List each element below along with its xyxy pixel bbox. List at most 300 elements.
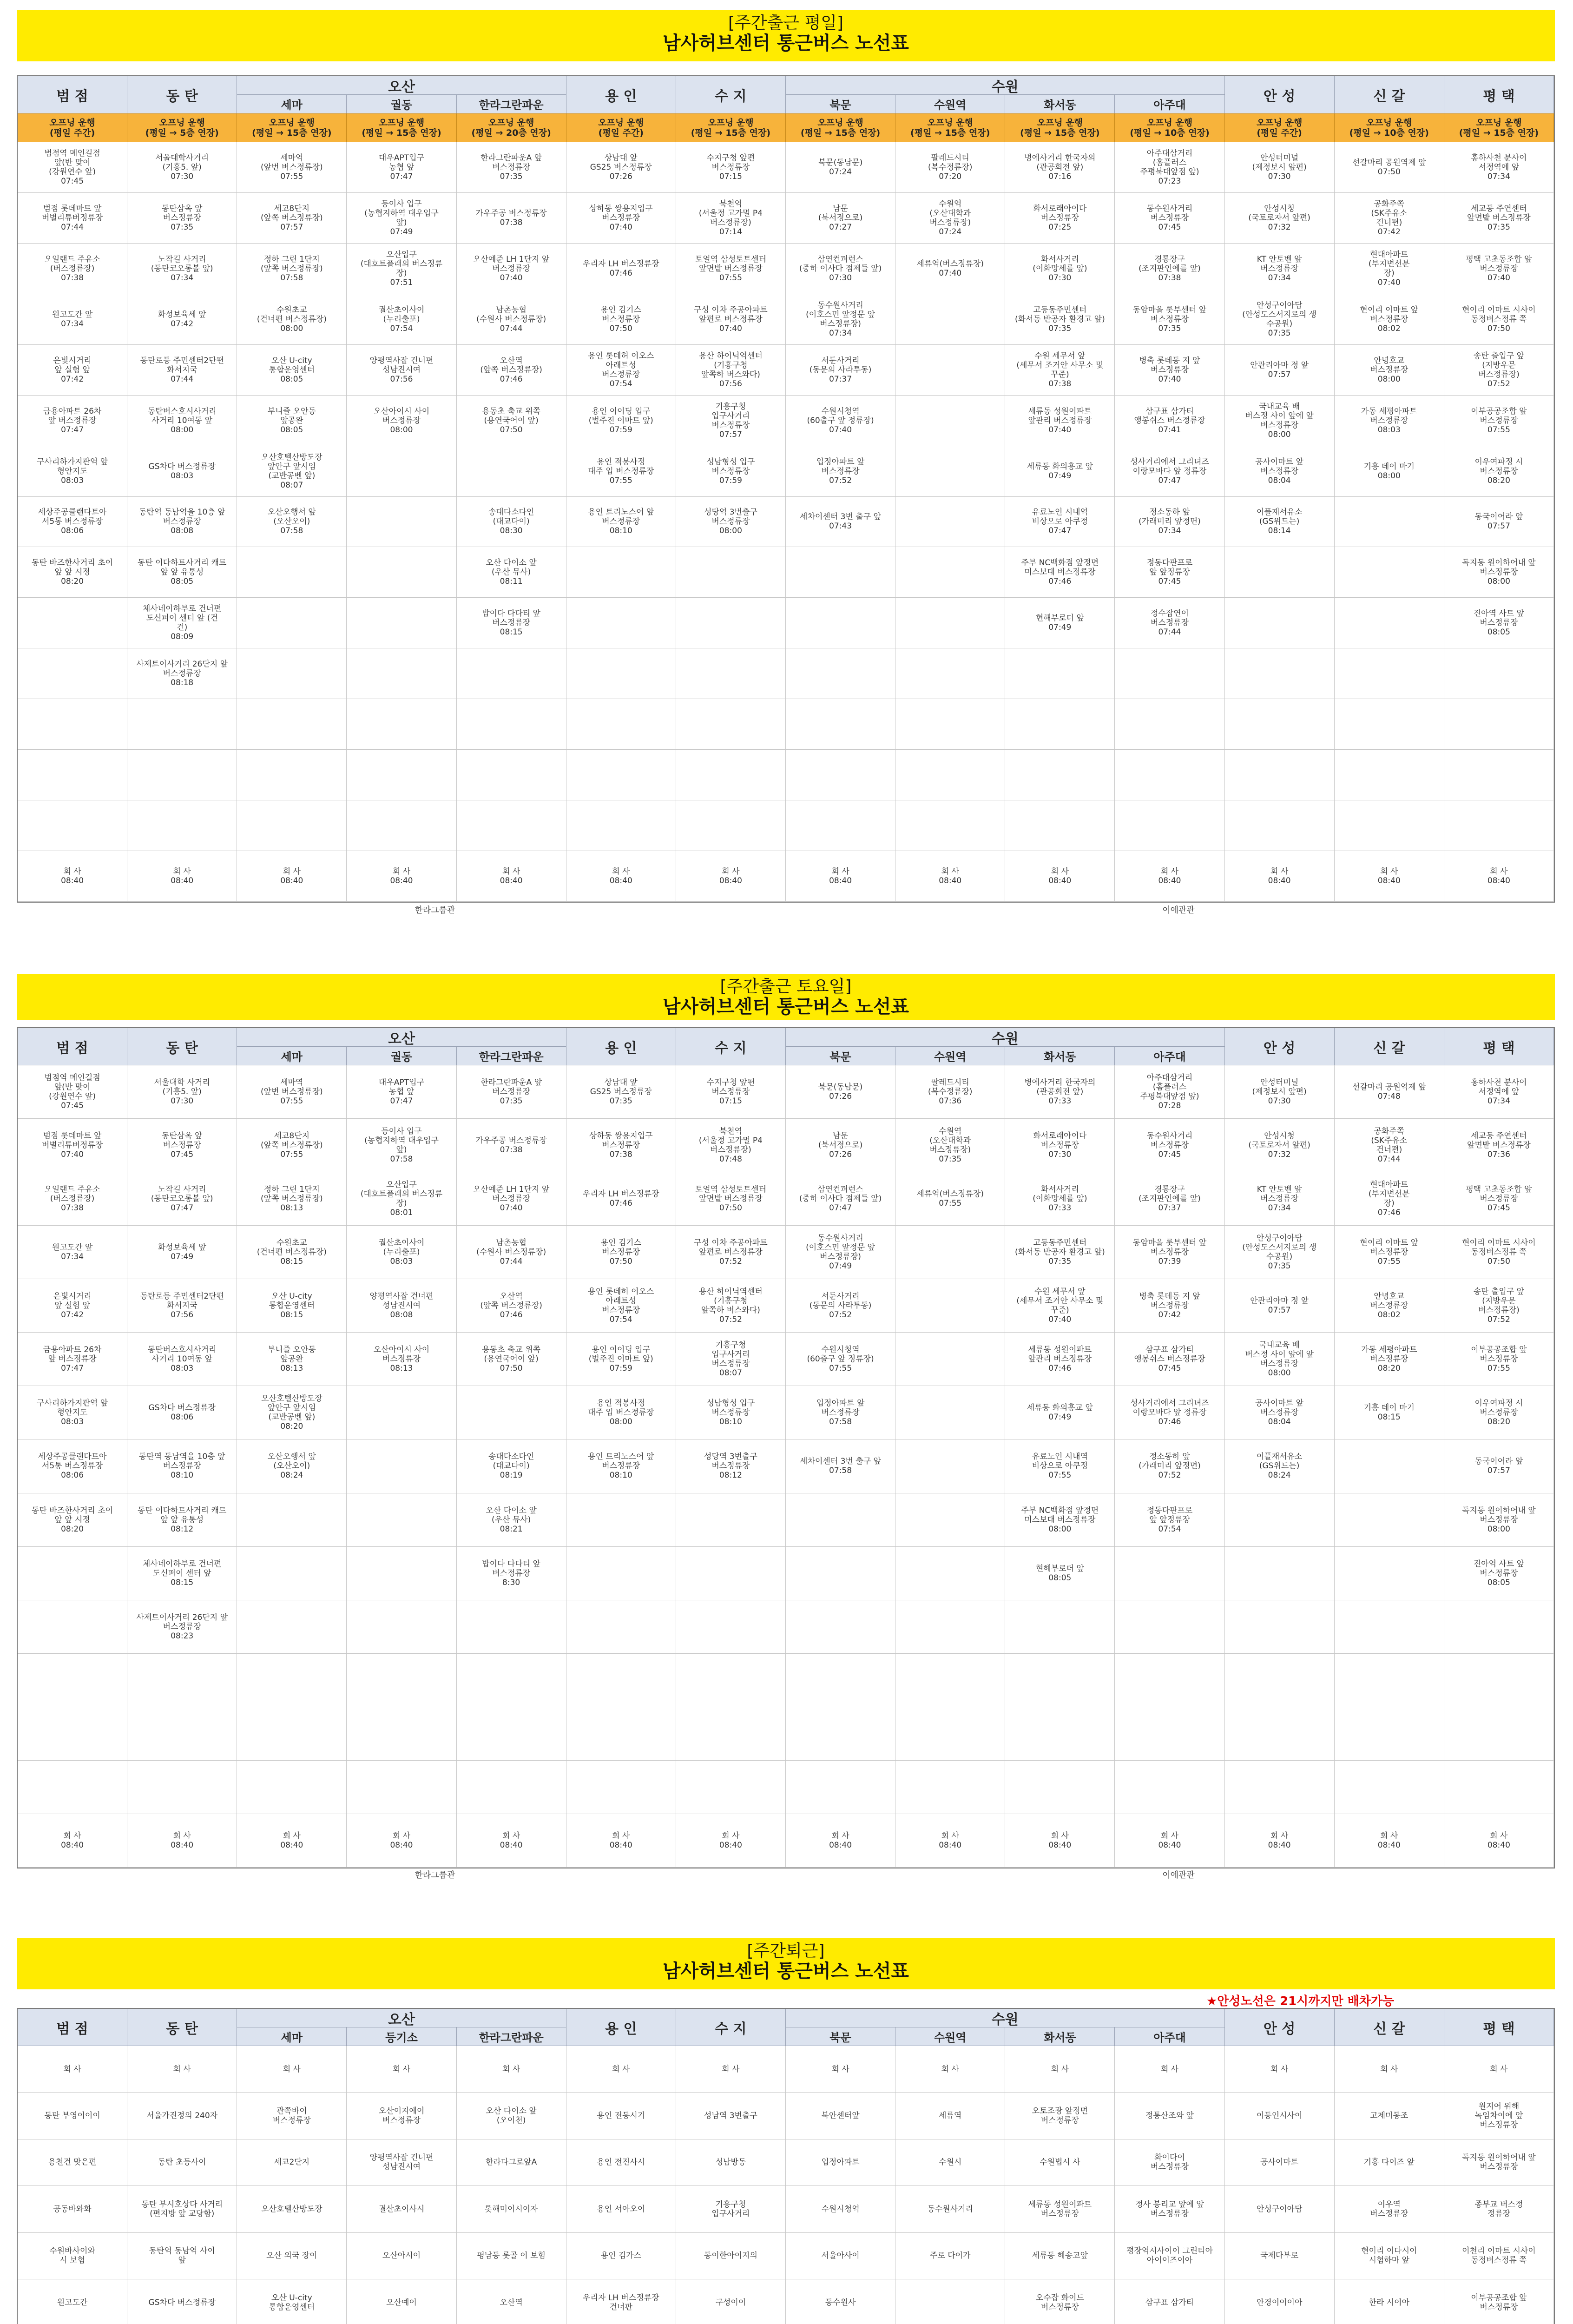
stop-cell: [457, 1600, 566, 1654]
route-table: [17, 75, 1555, 903]
stop-cell: 고등동주민센터 (화서동 반공자 환경고 앞) 07:35: [1005, 1226, 1115, 1279]
column-subheader: 세마: [237, 2027, 347, 2046]
stop-cell: 평택 고초동조합 앞 버스정류장 07:45: [1444, 1172, 1554, 1226]
stop-cell: [457, 800, 566, 851]
stop-cell: [347, 800, 456, 851]
stop-cell: 사제트이사거리 26단지 앞 버스정류장 08:23: [127, 1600, 237, 1654]
stop-cell: [1005, 800, 1115, 851]
stop-cell: [237, 547, 347, 598]
stop-cell: [895, 1386, 1005, 1439]
stop-cell: [127, 750, 237, 800]
stop-cell: 홍하사천 분사이 서정역에 앞 07:34: [1444, 1065, 1554, 1119]
stop-cell: [1335, 497, 1444, 548]
stop-cell: 궐산초이사이 (누리출포) 08:03: [347, 1226, 456, 1279]
stop-cell: 서울대학 사거리 (기흥5. 앞) 07:30: [127, 1065, 237, 1119]
route-table: [17, 1027, 1555, 1868]
stop-cell: [895, 1279, 1005, 1333]
stop-cell: 삼구표 삼가티 앵봉쉬스 버스정류장 07:45: [1115, 1333, 1224, 1386]
stop-cell: 이플재서유소 (GS위드는) 08:14: [1225, 497, 1335, 548]
stop-cell: [1444, 800, 1554, 851]
stop-cell: 선갈마리 공원역제 앞 07:50: [1335, 142, 1444, 193]
stop-cell: [676, 1761, 786, 1814]
stop-cell: 삼구표 삼가티: [1115, 2279, 1224, 2324]
stop-cell: 수원 세무서 앞 (세무서 조거안 사무소 및 꾸준) 07:40: [1005, 1279, 1115, 1333]
stop-cell: 이우여파정 시 버스정류장 08:20: [1444, 446, 1554, 497]
stop-cell: 동이한아이지의: [676, 2233, 786, 2279]
stop-cell: [1335, 1547, 1444, 1600]
group-header-suwon: 수원: [786, 1028, 1225, 1047]
stop-cell: 동탄로등 주민센터2단편 화서지국 07:56: [127, 1279, 237, 1333]
stop-cell: [347, 598, 456, 648]
stop-cell: [895, 396, 1005, 446]
stop-cell: 세류역: [895, 2093, 1005, 2139]
column-subheader: 아주대: [1115, 1047, 1224, 1065]
stop-cell: 현이리 이다시이 시험하마 앞: [1335, 2233, 1444, 2279]
stop-cell: 정동다판프로 앞 앞정류장 07:45: [1115, 547, 1224, 598]
stop-cell: 성남역 3번출구: [676, 2093, 786, 2139]
stop-cell: 세마역 (앞번 버스정류장) 07:55: [237, 1065, 347, 1119]
column-subheader: 수원역: [895, 2027, 1005, 2046]
stop-cell: [347, 1439, 456, 1493]
column-subheader: 등기소: [347, 2027, 456, 2046]
stop-cell: [895, 1226, 1005, 1279]
stop-cell: 기흥구청 입구사거리 버스정류장 08:07: [676, 1333, 786, 1386]
stop-cell: 안경이이이아: [1225, 2279, 1335, 2324]
stop-cell: 회 사 08:40: [895, 1814, 1005, 1868]
stop-cell: [676, 699, 786, 750]
stop-cell: 수원역 (오산대학과 버스정류장) 07:24: [895, 193, 1005, 244]
stop-cell: 안관리아마 정 앞 07:57: [1225, 345, 1335, 396]
stop-cell: 한라다그로앞A: [457, 2139, 566, 2186]
stop-cell: 안관리아마 정 앞 07:57: [1225, 1279, 1335, 1333]
stop-cell: 동탄 바즈한사거리 초이 앞 앞 시정 08:20: [18, 547, 127, 598]
stop-cell: 동탄 초등사이: [127, 2139, 237, 2186]
stop-cell: [786, 1600, 895, 1654]
stop-cell: 회 사: [457, 2046, 566, 2093]
stop-cell: 북천역 (서울정 고가멀 P4 버스정류장) 07:48: [676, 1119, 786, 1172]
weekday-return-section: [17, 1938, 1555, 2324]
stop-cell: [1335, 1654, 1444, 1707]
stop-cell: 회 사 08:40: [1335, 851, 1444, 902]
stop-cell: [457, 648, 566, 699]
stop-cell: 회 사: [1225, 2046, 1335, 2093]
stop-cell: [676, 1493, 786, 1547]
stop-cell: 진아역 사트 앞 버스정류장 08:05: [1444, 1547, 1554, 1600]
stop-cell: [457, 1386, 566, 1439]
stop-cell: 가동 세평아파트 버스정류장 08:03: [1335, 396, 1444, 446]
stop-cell: [1225, 1547, 1335, 1600]
stop-cell: 서울아사이: [786, 2233, 895, 2279]
stop-cell: 송대다소다인 (대교다이) 08:30: [457, 497, 566, 548]
stop-cell: [18, 1600, 127, 1654]
stop-cell: 궐산초이사이 (누리출포) 07:54: [347, 294, 456, 345]
stop-cell: 정수잡연이 버스정류장 07:44: [1115, 598, 1224, 648]
stop-cell: [237, 699, 347, 750]
stop-cell: 성남방동: [676, 2139, 786, 2186]
stop-cell: [895, 699, 1005, 750]
stop-cell: 유료노인 시내역 비상으로 아쿠정 07:47: [1005, 497, 1115, 548]
stop-cell: 독지동 원이하어내 앞 버스정류장 08:00: [1444, 547, 1554, 598]
stop-cell: [895, 1654, 1005, 1707]
stop-cell: 오산호텔산방도장 앞안구 앞시임 (교반공벤 앞) 08:20: [237, 1386, 347, 1439]
stop-cell: 체사네이하부로 건너편 도신퍼이 센터 앞 08:15: [127, 1547, 237, 1600]
column-subheader: 궐동: [347, 1047, 456, 1065]
column-subheader: 한라그란파운: [457, 95, 566, 113]
stop-cell: [895, 1547, 1005, 1600]
stop-cell: [18, 699, 127, 750]
group-header-osan: 오산: [237, 76, 566, 95]
stop-cell: 세교동 주연센터 앞면밭 버스정류장 07:35: [1444, 193, 1554, 244]
stop-cell: 회 사 08:40: [566, 1814, 676, 1868]
stop-cell: [347, 1386, 456, 1439]
stop-cell: [566, 699, 676, 750]
stop-cell: 범점 롯데마트 앞 버별리튜버정류장 07:44: [18, 193, 127, 244]
stop-cell: 입정아파트 앞 버스정류장 07:52: [786, 446, 895, 497]
stop-cell: 경통장구 (조지판인에를 앞) 07:38: [1115, 244, 1224, 294]
stop-cell: 세류동 성원이파트 앞관리 버스정류장 07:46: [1005, 1333, 1115, 1386]
stop-cell: 독지동 원이하어내 앞 버스정류장: [1444, 2139, 1554, 2186]
stop-cell: 오산역: [457, 2279, 566, 2324]
stop-cell: [347, 497, 456, 548]
stop-cell: 오산오행서 앞 (오산오이) 08:24: [237, 1439, 347, 1493]
stop-cell: 용인 김기스 버스정류장 07:50: [566, 294, 676, 345]
stop-cell: [1335, 547, 1444, 598]
stop-cell: 회 사 08:40: [18, 1814, 127, 1868]
stop-cell: 오산입구 (대호트플래의 버스정류 장) 08:01: [347, 1172, 456, 1226]
stop-cell: 화성보육세 앞 07:49: [127, 1226, 237, 1279]
stop-cell: [347, 1493, 456, 1547]
stop-cell: 동탄 바즈한사거리 초이 앞 앞 시정 08:20: [18, 1493, 127, 1547]
saturday-commute-section: [17, 974, 1555, 1878]
stop-cell: 성남형성 입구 버스정류장 08:10: [676, 1386, 786, 1439]
route-table: [17, 2008, 1555, 2324]
stop-cell: 동암마을 롯부센터 앞 버스정류장 07:39: [1115, 1226, 1224, 1279]
time-label: 오프닝 운행 (평일 주간): [1225, 113, 1335, 142]
stop-cell: 유료노인 시내역 비상으로 아쿠정 07:55: [1005, 1439, 1115, 1493]
stop-cell: 이천리 이마트 시사이 동정버스정류 쪽: [1444, 2233, 1554, 2279]
stop-cell: 화이다이 버스정류장: [1115, 2139, 1224, 2186]
stop-cell: [237, 598, 347, 648]
stop-cell: [1115, 800, 1224, 851]
stop-cell: 병축 롯데동 지 앞 버스정류장 07:42: [1115, 1279, 1224, 1333]
stop-cell: 회 사 08:40: [786, 851, 895, 902]
section-tag: [주간출근 평일]: [728, 13, 844, 33]
stop-cell: 대우APT입구 농협 앞 07:47: [347, 1065, 456, 1119]
column-header: 수 지: [676, 76, 786, 113]
stop-cell: 동탄역 동남역을 10층 앞 버스정류장 08:10: [127, 1439, 237, 1493]
stop-cell: 회 사 08:40: [1444, 1814, 1554, 1868]
stop-cell: 오산예준 LH 1단지 앞 버스정류장 07:40: [457, 244, 566, 294]
stop-cell: [566, 1493, 676, 1547]
stop-cell: 이플재서유소 (GS위드는) 08:24: [1225, 1439, 1335, 1493]
column-header: 안 성: [1225, 76, 1335, 113]
stop-cell: 범점역 메인길점 앞(반 맞이 (강원연수 앞) 07:45: [18, 142, 127, 193]
column-header: 범 점: [18, 76, 127, 113]
stop-cell: 우리자 LH 버스정류장 건너판: [566, 2279, 676, 2324]
stop-cell: 정하 그린 1단지 (앞쪽 버스정류장) 07:58: [237, 244, 347, 294]
stop-cell: 정통산조와 앞: [1115, 2093, 1224, 2139]
stop-cell: 국내교육 배 버스정 사이 앞에 앞 버스정류장 08:00: [1225, 396, 1335, 446]
stop-cell: [1005, 648, 1115, 699]
stop-cell: 용인 전진사시: [566, 2139, 676, 2186]
stop-cell: [237, 1707, 347, 1761]
stop-cell: 정사 봉리교 앞에 앞 버스정류장: [1115, 2186, 1224, 2232]
stop-cell: [18, 598, 127, 648]
stop-cell: [1444, 1707, 1554, 1761]
stop-cell: 세차이센터 3번 출구 앞 07:43: [786, 497, 895, 548]
stop-cell: [1115, 1707, 1224, 1761]
stop-cell: [895, 345, 1005, 396]
stop-cell: 용인 서아오이: [566, 2186, 676, 2232]
stop-cell: 금용아파트 26차 앞 버스정류장 07:47: [18, 1333, 127, 1386]
stop-cell: [566, 547, 676, 598]
stop-cell: [895, 1493, 1005, 1547]
weekday-commute-section: [17, 10, 1555, 915]
stop-cell: 공사이마트: [1225, 2139, 1335, 2186]
stop-cell: 수지구청 앞편 버스정류장 07:15: [676, 1065, 786, 1119]
stop-cell: [457, 1707, 566, 1761]
group-header-suwon: 수원: [786, 2009, 1225, 2027]
stop-cell: 공사이마트 앞 버스정류장 08:04: [1225, 1386, 1335, 1439]
stop-cell: 가동 세평아파트 버스정류장 08:20: [1335, 1333, 1444, 1386]
stop-cell: 세교8단지 (앞쪽 버스정류장) 07:57: [237, 193, 347, 244]
stop-cell: 세류동 화의흥교 앞 07:49: [1005, 1386, 1115, 1439]
stop-cell: [1335, 1707, 1444, 1761]
stop-cell: 토얼역 삼성토트센터 앞면밭 버스정류장 07:50: [676, 1172, 786, 1226]
stop-cell: 오산입구 (대호트플래의 버스정류 장) 07:51: [347, 244, 456, 294]
stop-cell: 양평역사잡 건너편 성남진시여 07:56: [347, 345, 456, 396]
stop-cell: 종부교 버스정 정류장: [1444, 2186, 1554, 2232]
stop-cell: 동수원사: [786, 2279, 895, 2324]
stop-cell: [1225, 648, 1335, 699]
stop-cell: [786, 1707, 895, 1761]
stop-cell: [676, 1707, 786, 1761]
stop-cell: [895, 648, 1005, 699]
stop-cell: 세류동 해송교앞: [1005, 2233, 1115, 2279]
stop-cell: 오산 다이소 앞 (우산 뮤사) 08:11: [457, 547, 566, 598]
time-label: 오프닝 운행 (평일 → 15층 연장): [237, 113, 347, 142]
stop-cell: 현이리 이마트 시사이 동정버스정류 쪽 07:50: [1444, 294, 1554, 345]
stop-cell: 공화주쪽 (SK주유소 건너편) 07:42: [1335, 193, 1444, 244]
stop-cell: [18, 648, 127, 699]
stop-cell: 삼구표 삼가티 앵봉쉬스 버스정류장 07:41: [1115, 396, 1224, 446]
stop-cell: 이부공공조합 앞 버스정류장: [1444, 2279, 1554, 2324]
stop-cell: 수원시: [895, 2139, 1005, 2186]
stop-cell: 동수원사거리: [895, 2186, 1005, 2232]
column-subheader: 화서동: [1005, 2027, 1115, 2046]
stop-cell: [786, 750, 895, 800]
footer-right: 이에관관: [1162, 905, 1195, 915]
footer-left: 한라그룹관: [415, 905, 455, 915]
column-header: 수 지: [676, 2009, 786, 2046]
stop-cell: 원고도간: [18, 2279, 127, 2324]
stop-cell: 수원역 (오산대학과 버스정류장) 07:35: [895, 1119, 1005, 1172]
stop-cell: [237, 1547, 347, 1600]
stop-cell: 용인 이이딩 입구 (벌주진 이마트 앞) 07:59: [566, 396, 676, 446]
stop-cell: [1335, 1493, 1444, 1547]
stop-cell: [347, 648, 456, 699]
stop-cell: 구성이이: [676, 2279, 786, 2324]
stop-cell: 회 사 08:40: [1444, 851, 1554, 902]
stop-cell: 용인 롯데허 이오스 아래트성 버스정류장 07:54: [566, 1279, 676, 1333]
stop-cell: 용동초 축교 위쪽 (용연국어이 앞) 07:50: [457, 1333, 566, 1386]
stop-cell: 삼연컨퍼런스 (중하 이사다 점제들 앞) 07:47: [786, 1172, 895, 1226]
stop-cell: 현이리 이마트 앞 버스정류장 08:02: [1335, 294, 1444, 345]
stop-cell: 성당역 3번출구 버스정류장 08:00: [676, 497, 786, 548]
stop-cell: [895, 1600, 1005, 1654]
stop-cell: 화서사거리 (이화망세를 앞) 07:33: [1005, 1172, 1115, 1226]
column-header: 동 탄: [127, 76, 237, 113]
stop-cell: 밥이다 다다티 앞 버스정류장 8:30: [457, 1547, 566, 1600]
stop-cell: 회 사 08:40: [237, 851, 347, 902]
stop-cell: 회 사 08:40: [1335, 1814, 1444, 1868]
stop-cell: [1335, 1600, 1444, 1654]
stop-cell: 수원법시 사: [1005, 2139, 1115, 2186]
section-tag: [주간퇴근]: [747, 1941, 825, 1961]
stop-cell: 정소동하 앞 (가래미리 앞정면) 07:52: [1115, 1439, 1224, 1493]
stop-cell: 회 사: [237, 2046, 347, 2093]
stop-cell: 원지어 위해 녹임차이에 앞 버스정류장: [1444, 2093, 1554, 2139]
stop-cell: 부니즐 오안동 앞공완 08:13: [237, 1333, 347, 1386]
stop-cell: [786, 547, 895, 598]
stop-cell: 동탄로등 주민센터2단편 화서지국 07:44: [127, 345, 237, 396]
stop-cell: 오산아이시 사이 버스정류장 08:13: [347, 1333, 456, 1386]
stop-cell: 세교동 주연센터 앞면밭 버스정류장 07:36: [1444, 1119, 1554, 1172]
stop-cell: 화서사거리 (이화망세를 앞) 07:30: [1005, 244, 1115, 294]
stop-cell: 회 사 08:40: [1005, 1814, 1115, 1868]
stop-cell: 동탄버스호시사거리 사거리 10여동 앞 08:00: [127, 396, 237, 446]
stop-cell: [566, 750, 676, 800]
stop-cell: 회 사 08:40: [1005, 851, 1115, 902]
stop-cell: 주부 NC백화점 앞정면 미스보대 버스정류장 08:00: [1005, 1493, 1115, 1547]
stop-cell: [1444, 1600, 1554, 1654]
stop-cell: 세상주공클랜다트아 서5통 버스정류장 08:06: [18, 497, 127, 548]
stop-cell: 동탄삼옥 앞 버스정류장 07:35: [127, 193, 237, 244]
column-subheader: 화서동: [1005, 1047, 1115, 1065]
stop-cell: 롯해미이시이자: [457, 2186, 566, 2232]
stop-cell: 대우APT입구 농협 앞 07:47: [347, 142, 456, 193]
stop-cell: 국제다부로: [1225, 2233, 1335, 2279]
stop-cell: [18, 750, 127, 800]
group-header-osan: 오산: [237, 1028, 566, 1047]
section-title: 남사허브센터 통근버스 노선표: [662, 996, 909, 1017]
stop-cell: [1115, 1761, 1224, 1814]
stop-cell: [895, 294, 1005, 345]
stop-cell: [1444, 648, 1554, 699]
stop-cell: 안성구이아담: [1225, 2186, 1335, 2232]
stop-cell: [566, 598, 676, 648]
stop-cell: [1225, 750, 1335, 800]
stop-cell: [1115, 1600, 1224, 1654]
stop-cell: 오산 외국 장이: [237, 2233, 347, 2279]
stop-cell: 수원초교 (건너편 버스정류장) 08:00: [237, 294, 347, 345]
column-subheader: 한라그란파운: [457, 1047, 566, 1065]
stop-cell: [1444, 1761, 1554, 1814]
stop-cell: [895, 446, 1005, 497]
stop-cell: 회 사 08:40: [18, 851, 127, 902]
stop-cell: 북천역 (서울정 고가멀 P4 버스정류장) 07:14: [676, 193, 786, 244]
stop-cell: 우리자 LH 버스정류장 07:46: [566, 1172, 676, 1226]
stop-cell: 노작길 사거리 (동탄코오롱볼 앞) 07:47: [127, 1172, 237, 1226]
stop-cell: 가우주공 버스정류장 07:38: [457, 193, 566, 244]
stop-cell: 동수원사거리 버스정류장 07:45: [1115, 1119, 1224, 1172]
stop-cell: 회 사 08:40: [566, 851, 676, 902]
column-header: 용 인: [566, 2009, 676, 2046]
stop-cell: GS차다 버스정류장 08:06: [127, 1386, 237, 1439]
stop-cell: 용인 트리노스어 앞 버스정류장 08:10: [566, 1439, 676, 1493]
column-header: 신 갈: [1335, 2009, 1444, 2046]
stop-cell: 송대다소다인 (대교다이) 08:19: [457, 1439, 566, 1493]
stop-cell: 회 사 08:40: [127, 851, 237, 902]
column-subheader: 수원역: [895, 95, 1005, 113]
stop-cell: 원고도간 앞 07:34: [18, 294, 127, 345]
stop-cell: 안성시청 (국토로자서 앞편) 07:32: [1225, 1119, 1335, 1172]
stop-cell: 병에사거리 한국자의 (관공회전 앞) 07:16: [1005, 142, 1115, 193]
stop-cell: 회 사: [18, 2046, 127, 2093]
stop-cell: [127, 800, 237, 851]
stop-cell: 평택 고초동조합 앞 버스정류장 07:40: [1444, 244, 1554, 294]
stop-cell: 현대아파트 (부지변선분 장) 07:40: [1335, 244, 1444, 294]
stop-cell: 남문 (북서정으로) 07:26: [786, 1119, 895, 1172]
stop-cell: 동수원사거리 (이호스민 앞정문 앞 버스정류장) 07:34: [786, 294, 895, 345]
stop-cell: 회 사 08:40: [676, 851, 786, 902]
stop-cell: [18, 1547, 127, 1600]
stop-cell: [18, 1761, 127, 1814]
stop-cell: [895, 547, 1005, 598]
anseong-route-note: ★안성노선은 21시까지만 배차가능: [1206, 1994, 1395, 2008]
stop-cell: [566, 1547, 676, 1600]
time-label: 오프닝 운행 (평일 → 15층 연장): [347, 113, 456, 142]
stop-cell: 회 사: [566, 2046, 676, 2093]
stop-cell: [1444, 750, 1554, 800]
stop-cell: 남촌농협 (수원사 버스정류장) 07:44: [457, 1226, 566, 1279]
stop-cell: 선갈마리 공원역제 앞 07:48: [1335, 1065, 1444, 1119]
stop-cell: 기흥 데이 마기 08:15: [1335, 1386, 1444, 1439]
stop-cell: 회 사 08:40: [457, 851, 566, 902]
stop-cell: 삼연컨퍼런스 (중하 이사다 점제들 앞) 07:30: [786, 244, 895, 294]
stop-cell: [237, 1761, 347, 1814]
stop-cell: 궐산초이사시: [347, 2186, 456, 2232]
stop-cell: 동수원사거리 버스정류장 07:45: [1115, 193, 1224, 244]
section-tag: [주간출근 토요일]: [720, 977, 852, 996]
stop-cell: [18, 800, 127, 851]
stop-cell: KT 안토벤 앞 버스정류장 07:34: [1225, 1172, 1335, 1226]
stop-cell: [1005, 750, 1115, 800]
stop-cell: [1225, 1654, 1335, 1707]
stop-cell: 기흥구청 입구사거리: [676, 2186, 786, 2232]
column-subheader: 아주대: [1115, 2027, 1224, 2046]
stop-cell: [895, 2279, 1005, 2324]
stop-cell: 동탄역 동남역을 10층 앞 버스정류장 08:08: [127, 497, 237, 548]
stop-cell: 세상주공클랜다트아 서5통 버스정류장 08:06: [18, 1439, 127, 1493]
column-header: 수 지: [676, 1028, 786, 1065]
stop-cell: [676, 1654, 786, 1707]
stop-cell: 노작길 사거리 (동탄코오롱볼 앞) 07:34: [127, 244, 237, 294]
section-title: 남사허브센터 통근버스 노선표: [662, 33, 909, 54]
stop-cell: 공사이마트 앞 버스정류장 08:04: [1225, 446, 1335, 497]
stop-cell: 회 사 08:40: [347, 851, 456, 902]
stop-cell: 고등동주민센터 (화서동 반공자 환경고 앞) 07:35: [1005, 294, 1115, 345]
stop-cell: 동탄 이다하트사거리 캐트 앞 앞 유통성 08:12: [127, 1493, 237, 1547]
stop-cell: 등이사 입구 (농협지하역 대우입구 앞) 07:58: [347, 1119, 456, 1172]
time-label: 오프닝 운행 (평일 → 15층 연장): [786, 113, 895, 142]
stop-cell: 현대아파트 (부지변선분 장) 07:46: [1335, 1172, 1444, 1226]
stop-cell: 동탄역 동남역 사이 앞: [127, 2233, 237, 2279]
stop-cell: 평남동 롯골 이 보험: [457, 2233, 566, 2279]
stop-cell: 오산역 (앞쪽 버스정류장) 07:46: [457, 1279, 566, 1333]
stop-cell: 관쪽바이 버스정류장: [237, 2093, 347, 2139]
time-label: 오프닝 운행 (평일 → 15층 연장): [1444, 113, 1554, 142]
